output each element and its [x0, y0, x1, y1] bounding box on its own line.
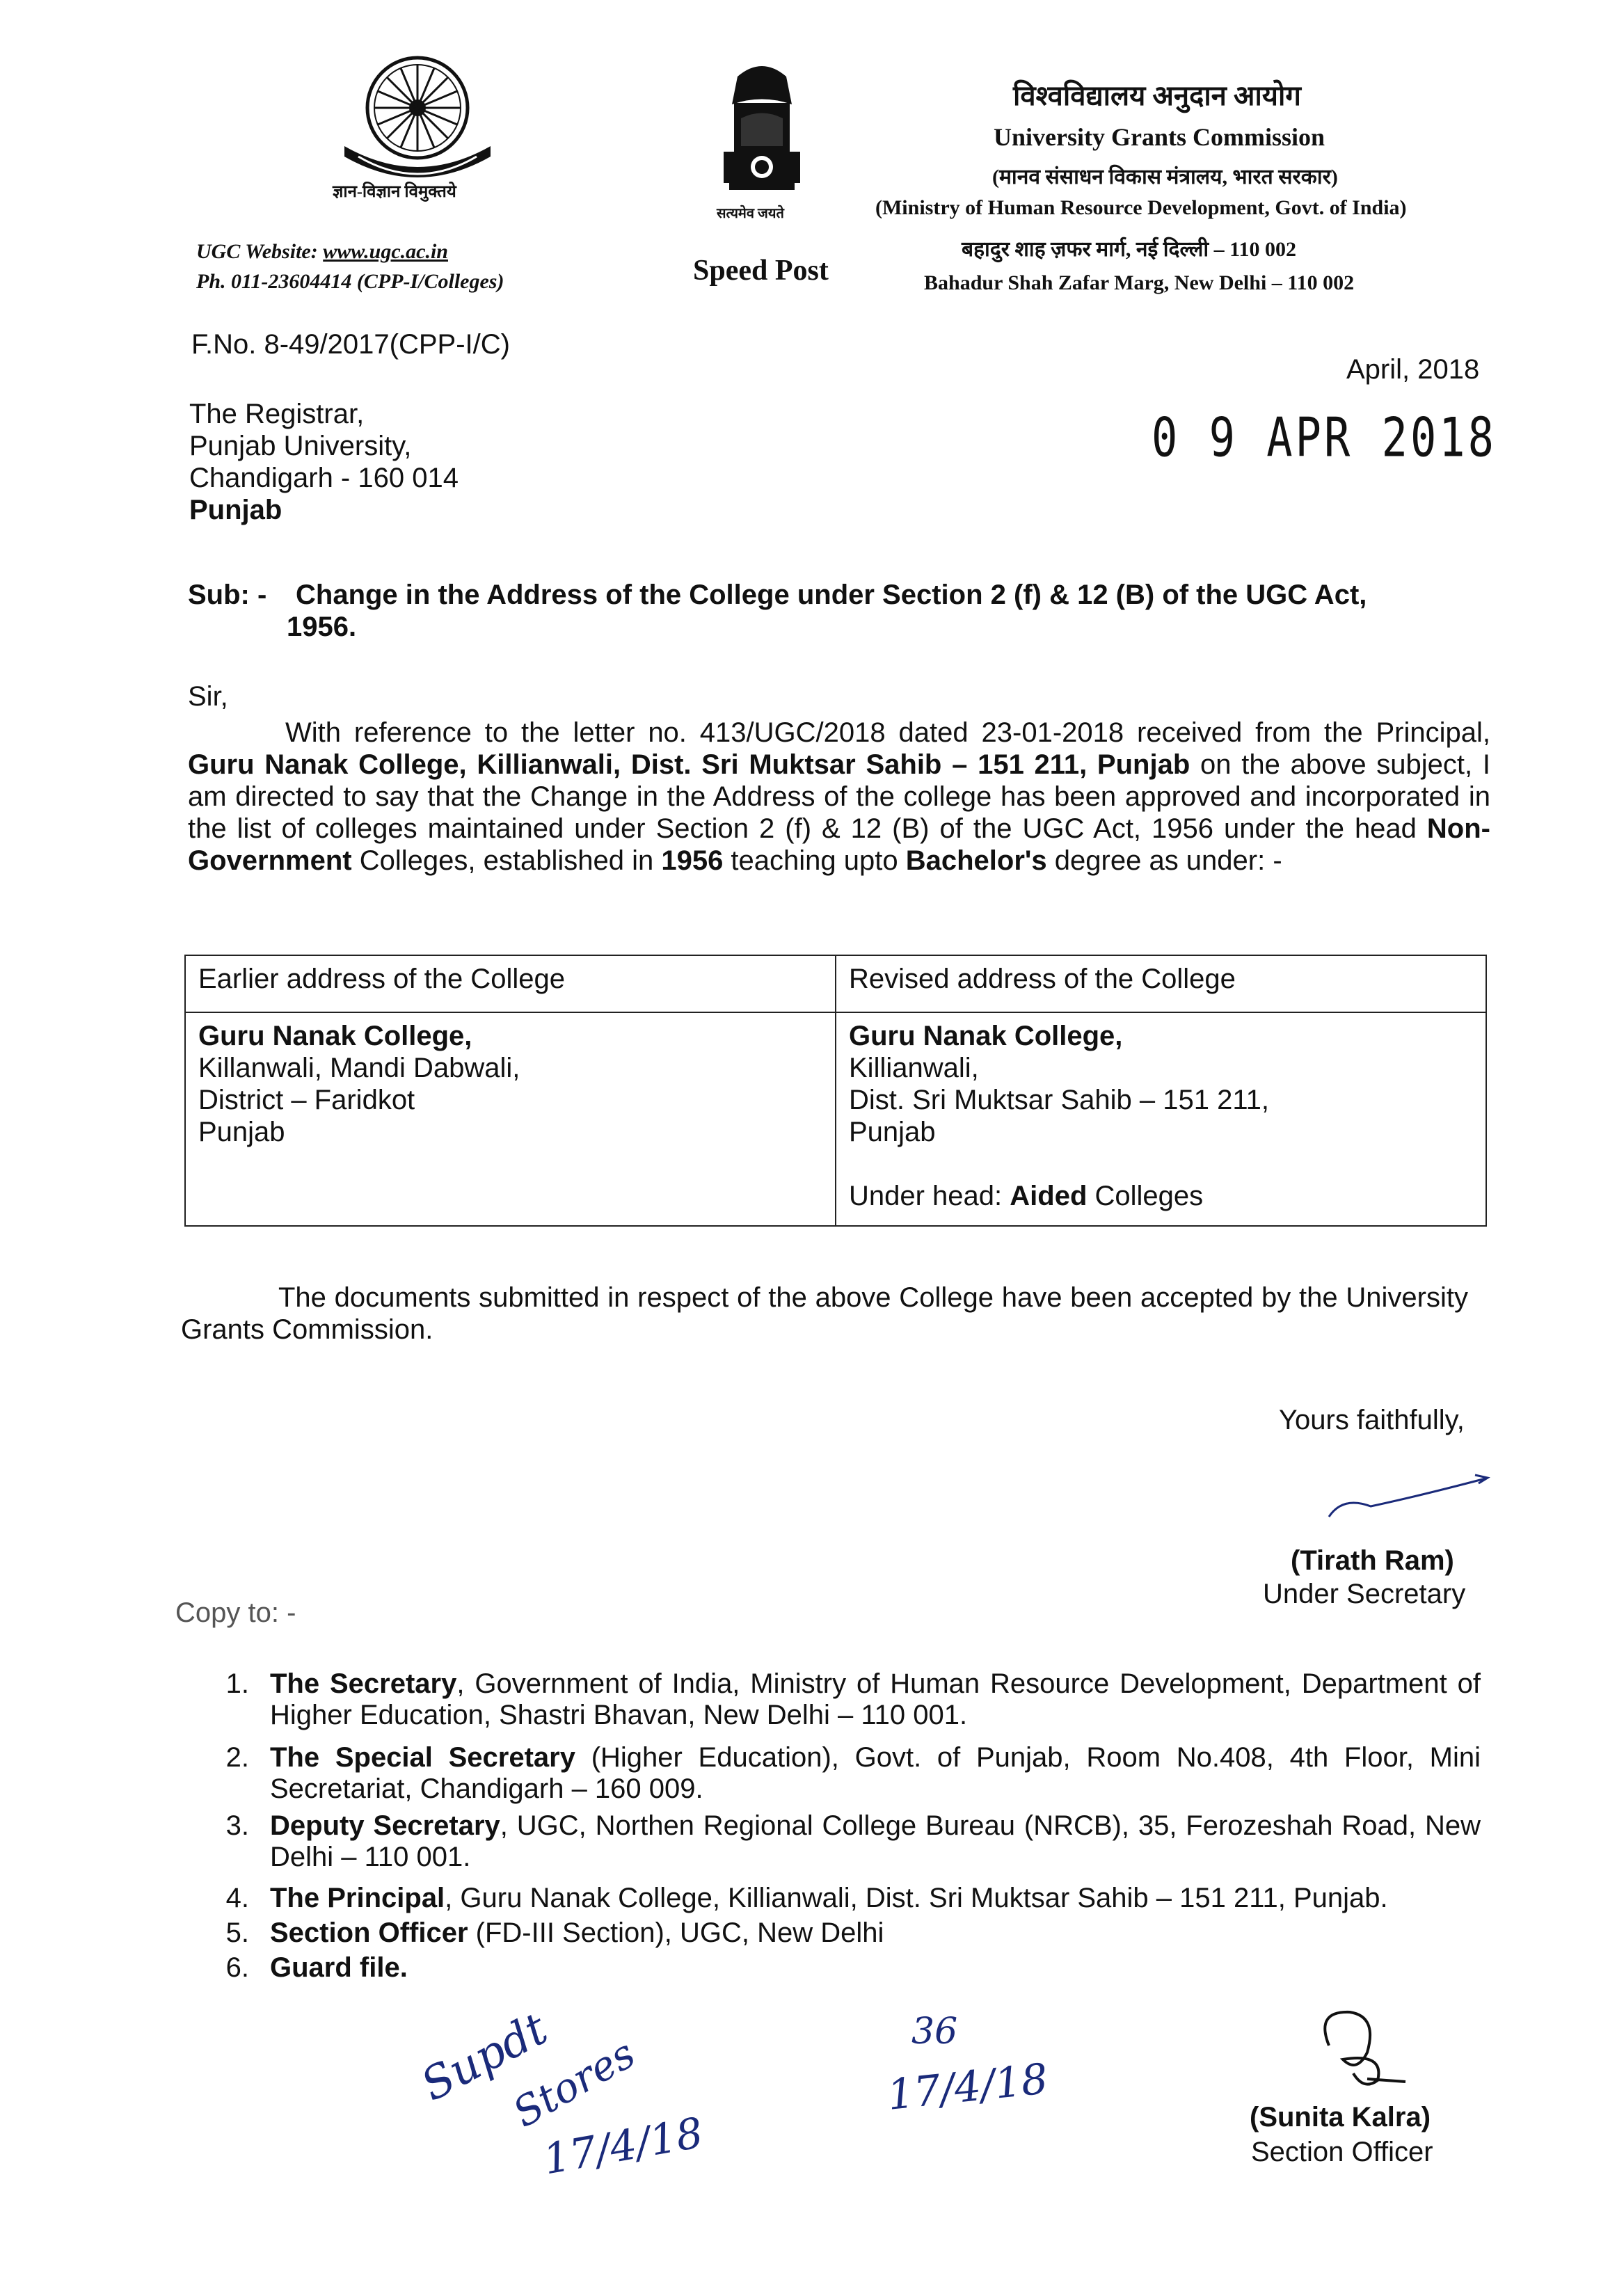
- handwritten-date: 17/4/18: [884, 2055, 1051, 2120]
- copy-to-details: , Guru Nanak College, Killianwali, Dist. Sri Muktsar Sahib – 151 211, Punjab.: [445, 1883, 1388, 1913]
- established-year: 1956: [661, 845, 724, 876]
- handwritten-number: 36: [911, 2011, 958, 2052]
- copy-to-recipient: Section Officer: [270, 1918, 468, 1948]
- org-name-english: University Grants Commission: [994, 123, 1325, 151]
- copy-to-number: 5.: [225, 1918, 249, 1948]
- earlier-address-line: Punjab: [198, 1117, 285, 1147]
- handwritten-note-stores: Stores: [504, 2030, 644, 2137]
- table-header-earlier: Earlier address of the College: [185, 955, 836, 1012]
- signatory-name: (Tirath Ram): [1291, 1545, 1454, 1576]
- body-paragraph: [188, 717, 1490, 877]
- recipient-block: [189, 398, 459, 526]
- address-hindi: बहादुर शाह ज़फर मार्ग, नई दिल्ली – 110 002: [962, 238, 1296, 261]
- recipient-line: Punjab University,: [189, 431, 412, 461]
- table-header-row: [185, 955, 1486, 1012]
- earlier-college-name: Guru Nanak College,: [198, 1021, 472, 1051]
- copy-to-number: 2.: [225, 1742, 249, 1773]
- received-date-stamp: 0 9 APR 2018: [1152, 405, 1497, 470]
- ministry-english: (Ministry of Human Resource Development, Govt. of India): [875, 196, 1407, 219]
- body-text: teaching upto: [723, 845, 906, 876]
- signatory-title: Under Secretary: [1263, 1579, 1466, 1609]
- recipient-line: Punjab: [189, 495, 282, 525]
- revised-address-cell: [836, 1012, 1486, 1226]
- website-link[interactable]: www.ugc.ac.in: [323, 240, 448, 263]
- copy-to-recipient: Deputy Secretary: [270, 1810, 500, 1841]
- copy-to-item: [221, 1668, 1481, 1731]
- head-value: Aided: [1010, 1181, 1088, 1211]
- revised-college-name: Guru Nanak College,: [849, 1021, 1123, 1051]
- table-row: [185, 1012, 1486, 1226]
- handwritten-note-supdt: Supdt: [413, 2003, 556, 2112]
- copy-to-item: [221, 1952, 1481, 1984]
- website-label: UGC Website:: [196, 240, 318, 263]
- file-number: F.No. 8-49/2017(CPP-I/C): [191, 329, 510, 360]
- phone-line: Ph. 011-23604414 (CPP-I/Colleges): [196, 270, 504, 293]
- copy-to-recipient: The Special Secretary: [270, 1742, 575, 1773]
- copy-to-details: (FD-III Section), UGC, New Delhi: [468, 1918, 884, 1948]
- section-officer-title: Section Officer: [1251, 2137, 1433, 2167]
- signature-sunita-kalra: [1301, 2004, 1419, 2094]
- copy-to-number: 6.: [225, 1952, 249, 1983]
- logo-caption: ज्ञान-विज्ञान विमुक्तये: [333, 183, 456, 201]
- subject-line: 1956.: [287, 612, 357, 642]
- head-label: Under head:: [849, 1181, 1010, 1211]
- body-text: on the above subject, I am directed to say that the Change in the Address of the college has been approved and incorporated in the list of colleges maintained under Section 2 (f) & 12 (B) of the UGC Act, 1956 under the head: [188, 749, 1490, 844]
- earlier-address-line: Killanwali, Mandi Dabwali,: [198, 1053, 520, 1083]
- copy-to-number: 3.: [225, 1810, 249, 1841]
- college-category: Non-Government: [188, 813, 1490, 876]
- copy-to-details: (Higher Education), Govt. of Punjab, Room No.408, 4th Floor, Mini Secretariat, Chandigarh – 160 009.: [270, 1742, 1481, 1804]
- copy-to-item: [221, 1918, 1481, 1950]
- national-emblem: [710, 56, 814, 223]
- emblem-caption: सत्यमेव जयते: [717, 206, 784, 221]
- salutation: Sir,: [188, 681, 228, 712]
- earlier-address-cell: [185, 1012, 836, 1226]
- degree-level: Bachelor's: [905, 845, 1047, 876]
- body-text: With reference to the letter no. 413/UGC/2018 dated 23-01-2018 received from the Principal,: [285, 717, 1490, 748]
- recipient-line: Chandigarh - 160 014: [189, 463, 459, 493]
- head-suffix: Colleges: [1087, 1181, 1204, 1211]
- copy-to-details: , Government of India, Ministry of Human Resource Development, Department of Higher Education, Shastri Bhavan, New Delhi – 110 001.: [270, 1668, 1481, 1730]
- recipient-line: The Registrar,: [189, 399, 365, 429]
- signature-tirath-ram: [1315, 1468, 1496, 1531]
- copy-to-label: Copy to: -: [175, 1597, 296, 1628]
- subject-label: Sub: -: [188, 580, 267, 610]
- copy-to-number: 4.: [225, 1883, 249, 1913]
- subject-line: Change in the Address of the College under Section 2 (f) & 12 (B) of the UGC Act,: [296, 580, 1367, 610]
- revised-head-line: [849, 1180, 1473, 1212]
- revised-address-line: Punjab: [849, 1117, 936, 1147]
- address-table: [184, 955, 1487, 1227]
- website-line: [196, 240, 448, 264]
- copy-to-recipient: The Principal: [270, 1883, 445, 1913]
- copy-to-item: [221, 1810, 1481, 1873]
- org-name-hindi: विश्वविद्यालय अनुदान आयोग: [1013, 80, 1301, 111]
- body-text: degree as under: -: [1046, 845, 1282, 876]
- copy-to-number: 1.: [225, 1668, 249, 1699]
- speed-post-label: Speed Post: [693, 255, 829, 287]
- section-officer-name: (Sunita Kalra): [1250, 2102, 1431, 2132]
- revised-address-line: Killianwali,: [849, 1053, 979, 1083]
- letter-date: April, 2018: [1346, 354, 1480, 385]
- copy-to-recipient: Guard file.: [270, 1952, 408, 1983]
- copy-to-item: [221, 1742, 1481, 1805]
- earlier-address-line: District – Faridkot: [198, 1085, 415, 1115]
- closing-salutation: Yours faithfully,: [1279, 1405, 1465, 1435]
- handwritten-note-date: 17/4/18: [539, 2108, 707, 2185]
- address-english: Bahadur Shah Zafar Marg, New Delhi – 110 002: [924, 271, 1355, 294]
- closing-paragraph: The documents submitted in respect of the above College have been accepted by the University Grants Commission.: [181, 1282, 1468, 1345]
- revised-address-line: Dist. Sri Muktsar Sahib – 151 211,: [849, 1085, 1269, 1115]
- copy-to-recipient: The Secretary: [270, 1668, 457, 1699]
- copy-to-item: [221, 1883, 1481, 1915]
- college-new-address: Guru Nanak College, Killianwali, Dist. Sri Muktsar Sahib – 151 211, Punjab: [188, 749, 1190, 780]
- ministry-hindi: (मानव संसाधन विकास मंत्रालय, भारत सरकार): [992, 166, 1338, 189]
- body-text: Colleges, established in: [351, 845, 662, 876]
- copy-to-details: , UGC, Northen Regional College Bureau (NRCB), 35, Ferozeshah Road, New Delhi – 110 001.: [270, 1810, 1481, 1872]
- table-header-revised: Revised address of the College: [836, 955, 1486, 1012]
